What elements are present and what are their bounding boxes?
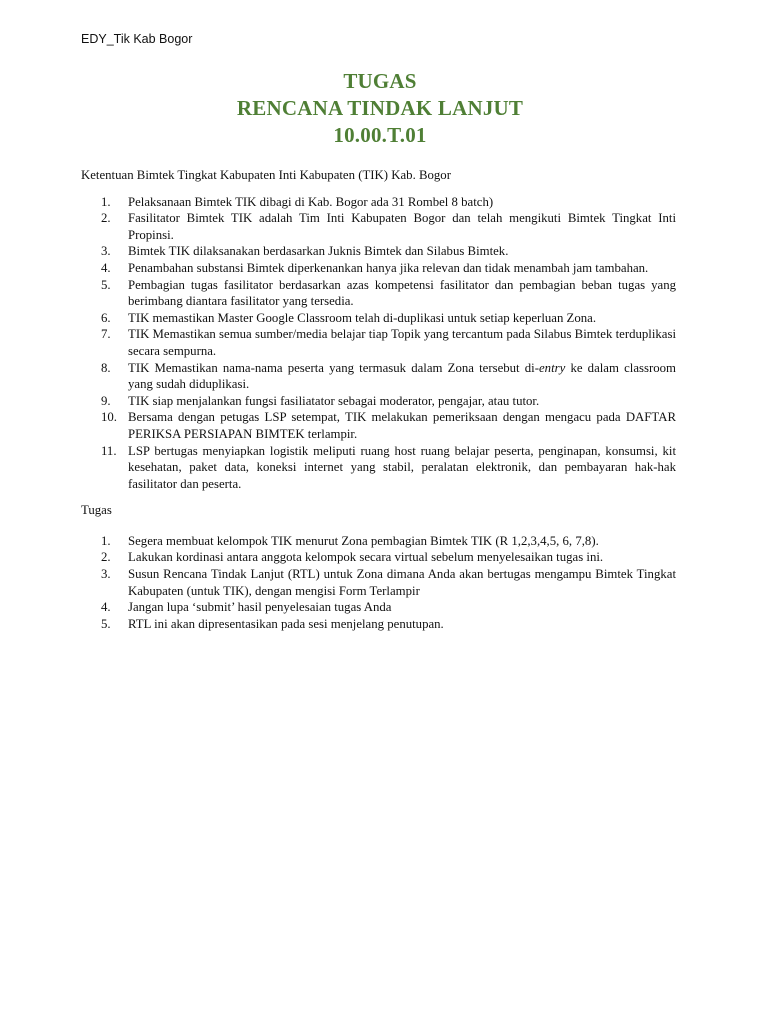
- list-item-text: Lakukan kordinasi antara anggota kelompok secara virtual sebelum menyelesaikan tugas ini.: [128, 550, 604, 565]
- list-number: 5.: [101, 277, 111, 292]
- list-number: 6.: [101, 310, 111, 325]
- list-item-text: LSP bertugas menyiapkan logistik meliputi ruang host ruang belajar peserta, penginapan, konsumsi, kit kesehatan, paket data, koneksi internet yang stabil, peralatan elektronik, dan pembayaran hak-hak fasilitator dan peserta.: [128, 443, 676, 491]
- intro-paragraph: Ketentuan Bimtek Tingkat Kabupaten Inti Kabupaten (TIK) Kab. Bogor: [81, 168, 451, 182]
- title-line-3: 10.00.T.01: [333, 123, 427, 147]
- list-item: [81, 616, 676, 633]
- list-item-text: Jangan lupa ‘submit’ hasil penyelesaian tugas Anda: [128, 600, 392, 615]
- document-title: [0, 68, 760, 149]
- list-item-text: Susun Rencana Tindak Lanjut (RTL) untuk Zona dimana Anda akan bertugas mengampu Bimtek Tingkat Kabupaten (untuk TIK), dengan mengisi Form Terlampir: [128, 567, 676, 598]
- title-line-1: TUGAS: [343, 69, 417, 93]
- list-number: 1.: [101, 533, 111, 548]
- list-item: [81, 360, 676, 393]
- list-number: 1.: [101, 194, 111, 209]
- list-item-text: Pelaksanaan Bimtek TIK dibagi di Kab. Bogor ada 31 Rombel 8 batch): [128, 194, 494, 209]
- list-item: [81, 310, 676, 327]
- list-number: 10.: [101, 410, 117, 425]
- list-number: 5.: [101, 616, 111, 631]
- document-body: [81, 167, 676, 632]
- list-item: [81, 409, 676, 442]
- list-number: 8.: [101, 360, 111, 375]
- list-item: [81, 194, 676, 211]
- list-item: [81, 566, 676, 599]
- list-number: 2.: [101, 211, 111, 226]
- list-number: 7.: [101, 327, 111, 342]
- list-item-text-emphasis: entry: [538, 360, 566, 375]
- list-item: [81, 599, 676, 616]
- list-item-text: RTL ini akan dipresentasikan pada sesi menjelang penutupan.: [128, 616, 444, 631]
- list-item: [81, 277, 676, 310]
- list-item: [81, 549, 676, 566]
- list-item-text: Segera membuat kelompok TIK menurut Zona pembagian Bimtek TIK (R 1,2,3,4,5, 6, 7,8).: [128, 533, 599, 548]
- list-item: [81, 443, 676, 493]
- list-item-text-after: ke dalam classroom yang sudah diduplikasi.: [128, 360, 676, 392]
- list-item: [81, 243, 676, 260]
- list-item-text: TIK siap menjalankan fungsi fasiliatator sebagai moderator, pengajar, atau tutor.: [128, 393, 540, 408]
- list-item-text-before: TIK Memastikan nama-nama peserta yang termasuk dalam Zona tersebut di-: [128, 360, 539, 375]
- list-item: [81, 260, 676, 277]
- list-number: 11.: [101, 443, 117, 458]
- list-item-text: TIK memastikan Master Google Classroom telah di-duplikasi untuk setiap keperluan Zona.: [128, 310, 597, 325]
- list-item: [81, 393, 676, 410]
- list-item-text: Bimtek TIK dilaksanakan berdasarkan Juknis Bimtek dan Silabus Bimtek.: [128, 244, 509, 259]
- list-item-text: Bersama dengan petugas LSP setempat, TIK melakukan pemeriksaan dengan mengacu pada DAFTAR PERIKSA PERSIAPAN BIMTEK terlampir.: [128, 410, 676, 441]
- list-item-text: Penambahan substansi Bimtek diperkenankan hanya jika relevan dan tidak menambah jam tambahan.: [128, 260, 649, 275]
- list-item: [81, 326, 676, 359]
- list-number: 9.: [101, 393, 111, 408]
- ketentuan-list: [81, 194, 676, 493]
- list-number: 3.: [101, 244, 111, 259]
- tugas-heading: Tugas: [81, 503, 112, 518]
- list-item-text: TIK Memastikan semua sumber/media belajar tiap Topik yang tercantum pada Silabus Bimtek terduplikasi secara sempurna.: [128, 327, 676, 358]
- list-number: 2.: [101, 550, 111, 565]
- title-line-2: RENCANA TINDAK LANJUT: [236, 96, 524, 120]
- list-item: [81, 533, 676, 550]
- list-number: 4.: [101, 600, 111, 615]
- list-number: 4.: [101, 260, 111, 275]
- list-item-text: Fasilitator Bimtek TIK adalah Tim Inti Kabupaten Bogor dan telah mengikuti Bimtek Tingkat Inti Propinsi.: [128, 211, 676, 242]
- list-item: [81, 210, 676, 243]
- list-item-text: Pembagian tugas fasilitator berdasarkan azas kompetensi fasilitator dan pembagian beban tugas yang berimbang diantara fasilitator yang tersedia.: [128, 277, 676, 309]
- list-number: 3.: [101, 567, 111, 582]
- tugas-list: [81, 533, 676, 633]
- page-header: EDY_Tik Kab Bogor: [81, 32, 193, 46]
